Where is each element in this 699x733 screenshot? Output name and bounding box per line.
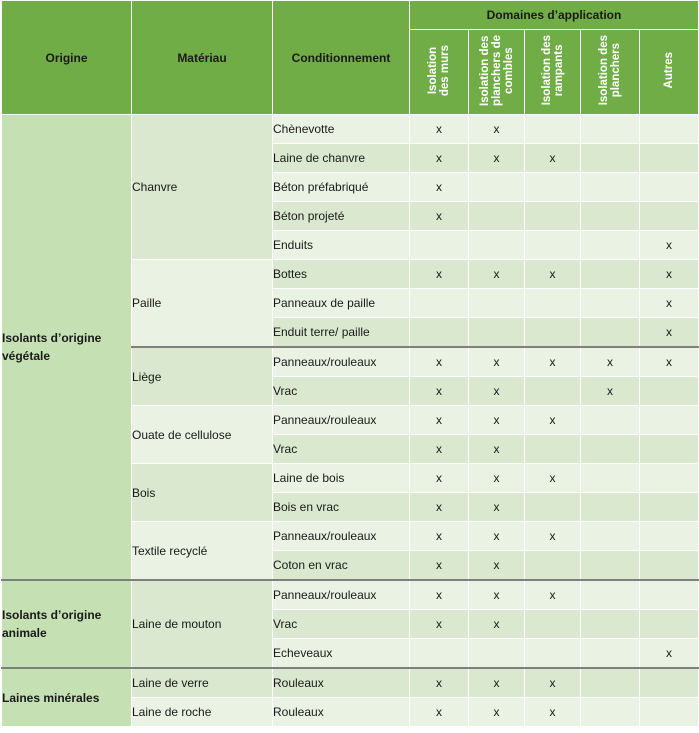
domain-mark-cell — [640, 580, 699, 610]
domain-mark-cell — [581, 464, 640, 493]
domain-mark-cell — [469, 173, 525, 202]
domain-mark-cell — [640, 551, 699, 581]
domain-mark-cell: x — [640, 289, 699, 318]
domain-mark-cell — [640, 435, 699, 464]
domain-mark-cell: x — [640, 260, 699, 289]
domain-mark-cell: x — [469, 347, 525, 377]
domain-mark-cell — [640, 202, 699, 231]
header-materiau: Matériau — [132, 1, 273, 115]
domain-mark-cell — [410, 639, 469, 669]
conditionnement-cell: Panneaux de paille — [273, 289, 410, 318]
material-cell: Textile recyclé — [132, 522, 273, 581]
domain-mark-cell: x — [525, 580, 581, 610]
domain-mark-cell: x — [410, 551, 469, 581]
domain-mark-cell: x — [581, 377, 640, 406]
domain-mark-cell — [581, 698, 640, 727]
header-domain-combles — [469, 30, 525, 115]
domain-mark-cell — [640, 144, 699, 173]
header-conditionnement: Conditionnement — [273, 1, 410, 115]
domain-mark-cell — [525, 610, 581, 639]
conditionnement-cell: Panneaux/rouleaux — [273, 522, 410, 551]
table-header — [2, 1, 699, 115]
domain-mark-cell: x — [469, 260, 525, 289]
conditionnement-cell: Echeveaux — [273, 639, 410, 669]
header-domain-label: Autres — [663, 52, 675, 89]
domain-mark-cell — [525, 289, 581, 318]
domain-mark-cell: x — [410, 464, 469, 493]
domain-mark-cell — [525, 639, 581, 669]
insulation-table — [1, 0, 699, 727]
header-domain-planchers — [581, 30, 640, 115]
domain-mark-cell — [469, 202, 525, 231]
domain-mark-cell: x — [640, 318, 699, 348]
domain-mark-cell — [525, 115, 581, 144]
domain-mark-cell — [581, 435, 640, 464]
domain-mark-cell — [581, 493, 640, 522]
table-row — [2, 668, 699, 698]
domain-mark-cell — [469, 231, 525, 260]
domain-mark-cell: x — [469, 610, 525, 639]
domain-mark-cell — [581, 289, 640, 318]
domain-mark-cell — [525, 551, 581, 581]
domain-mark-cell — [640, 115, 699, 144]
header-domain-autres — [640, 30, 699, 115]
domain-mark-cell — [525, 377, 581, 406]
domain-mark-cell: x — [469, 377, 525, 406]
table-row — [2, 115, 699, 144]
conditionnement-cell: Enduits — [273, 231, 410, 260]
domain-mark-cell — [469, 318, 525, 348]
domain-mark-cell — [640, 668, 699, 698]
domain-mark-cell: x — [469, 522, 525, 551]
header-domain-murs — [410, 30, 469, 115]
domain-mark-cell: x — [525, 406, 581, 435]
domain-mark-cell — [410, 289, 469, 318]
conditionnement-cell: Coton en vrac — [273, 551, 410, 581]
domain-mark-cell: x — [469, 406, 525, 435]
domain-mark-cell — [640, 464, 699, 493]
domain-mark-cell: x — [410, 435, 469, 464]
domain-mark-cell: x — [410, 580, 469, 610]
material-cell: Laine de verre — [132, 668, 273, 698]
domain-mark-cell: x — [525, 698, 581, 727]
domain-mark-cell — [581, 202, 640, 231]
domain-mark-cell: x — [469, 493, 525, 522]
origin-cell: Isolants d’origine végétale — [2, 115, 132, 581]
domain-mark-cell: x — [469, 435, 525, 464]
domain-mark-cell: x — [410, 610, 469, 639]
header-domain-label: Isolation des murs — [427, 44, 451, 97]
domain-mark-cell — [525, 435, 581, 464]
conditionnement-cell: Panneaux/rouleaux — [273, 347, 410, 377]
domain-mark-cell: x — [581, 347, 640, 377]
domain-mark-cell: x — [525, 668, 581, 698]
header-origine: Origine — [2, 1, 132, 115]
domain-mark-cell — [640, 698, 699, 727]
domain-mark-cell: x — [410, 173, 469, 202]
material-cell: Bois — [132, 464, 273, 522]
header-domain-rampants — [525, 30, 581, 115]
conditionnement-cell: Rouleaux — [273, 698, 410, 727]
conditionnement-cell: Bottes — [273, 260, 410, 289]
domain-mark-cell: x — [469, 551, 525, 581]
domain-mark-cell: x — [410, 698, 469, 727]
conditionnement-cell: Bois en vrac — [273, 493, 410, 522]
domain-mark-cell: x — [469, 668, 525, 698]
domain-mark-cell: x — [410, 406, 469, 435]
domain-mark-cell — [581, 580, 640, 610]
domain-mark-cell — [581, 610, 640, 639]
domain-mark-cell: x — [640, 231, 699, 260]
conditionnement-cell: Panneaux/rouleaux — [273, 406, 410, 435]
domain-mark-cell — [525, 202, 581, 231]
domain-mark-cell — [410, 318, 469, 348]
header-domain-label: Isolation des rampants — [540, 35, 565, 106]
domain-mark-cell — [640, 377, 699, 406]
domain-mark-cell: x — [410, 347, 469, 377]
domain-mark-cell: x — [469, 464, 525, 493]
domain-mark-cell: x — [525, 522, 581, 551]
domain-mark-cell — [525, 318, 581, 348]
domain-mark-cell — [581, 318, 640, 348]
domain-mark-cell — [469, 639, 525, 669]
material-cell: Laine de roche — [132, 698, 273, 727]
domain-mark-cell — [581, 260, 640, 289]
domain-mark-cell — [581, 406, 640, 435]
domain-mark-cell: x — [525, 347, 581, 377]
conditionnement-cell: Rouleaux — [273, 668, 410, 698]
domain-mark-cell — [581, 668, 640, 698]
domain-mark-cell: x — [410, 202, 469, 231]
domain-mark-cell — [581, 551, 640, 581]
domain-mark-cell — [581, 639, 640, 669]
domain-mark-cell: x — [525, 144, 581, 173]
conditionnement-cell: Béton préfabriqué — [273, 173, 410, 202]
domain-mark-cell: x — [469, 144, 525, 173]
domain-mark-cell: x — [469, 580, 525, 610]
domain-mark-cell — [640, 406, 699, 435]
domain-mark-cell — [525, 173, 581, 202]
domain-mark-cell — [410, 231, 469, 260]
domain-mark-cell: x — [410, 493, 469, 522]
domain-mark-cell — [581, 173, 640, 202]
domain-mark-cell: x — [525, 260, 581, 289]
domain-mark-cell: x — [410, 115, 469, 144]
header-domain-label: Isolation des planchers de combles — [478, 35, 515, 106]
origin-cell: Isolants d’origine animale — [2, 580, 132, 668]
domain-mark-cell: x — [410, 377, 469, 406]
conditionnement-cell: Panneaux/rouleaux — [273, 580, 410, 610]
conditionnement-cell: Vrac — [273, 610, 410, 639]
domain-mark-cell: x — [410, 144, 469, 173]
table-body — [2, 115, 699, 727]
domain-mark-cell — [640, 173, 699, 202]
conditionnement-cell: Vrac — [273, 377, 410, 406]
header-domaines: Domaines d’application — [410, 1, 699, 30]
conditionnement-cell: Chènevotte — [273, 115, 410, 144]
conditionnement-cell: Béton projeté — [273, 202, 410, 231]
material-cell: Chanvre — [132, 115, 273, 260]
domain-mark-cell: x — [640, 639, 699, 669]
conditionnement-cell: Vrac — [273, 435, 410, 464]
material-cell: Liège — [132, 347, 273, 406]
domain-mark-cell: x — [410, 260, 469, 289]
origin-cell: Laines minérales — [2, 668, 132, 727]
material-cell: Paille — [132, 260, 273, 348]
material-cell: Ouate de cellulose — [132, 406, 273, 464]
material-cell: Laine de mouton — [132, 580, 273, 668]
header-domain-label: Isolation des planchers — [598, 35, 622, 106]
domain-mark-cell: x — [410, 522, 469, 551]
domain-mark-cell: x — [410, 668, 469, 698]
domain-mark-cell — [640, 493, 699, 522]
domain-mark-cell — [525, 493, 581, 522]
domain-mark-cell — [469, 289, 525, 318]
domain-mark-cell — [640, 522, 699, 551]
domain-mark-cell — [640, 610, 699, 639]
conditionnement-cell: Enduit terre/ paille — [273, 318, 410, 348]
domain-mark-cell: x — [525, 464, 581, 493]
domain-mark-cell — [581, 522, 640, 551]
domain-mark-cell — [581, 231, 640, 260]
domain-mark-cell — [581, 115, 640, 144]
conditionnement-cell: Laine de chanvre — [273, 144, 410, 173]
domain-mark-cell: x — [469, 115, 525, 144]
domain-mark-cell: x — [640, 347, 699, 377]
table-row — [2, 580, 699, 610]
domain-mark-cell — [525, 231, 581, 260]
conditionnement-cell: Laine de bois — [273, 464, 410, 493]
domain-mark-cell — [581, 144, 640, 173]
domain-mark-cell: x — [469, 698, 525, 727]
